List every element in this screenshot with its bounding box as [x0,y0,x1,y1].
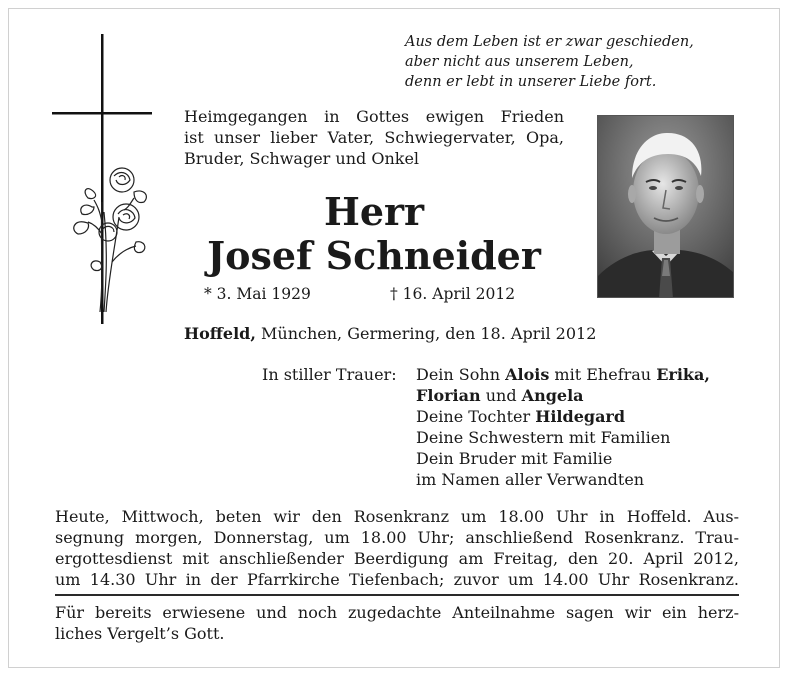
deceased-name: Josef Schneider [207,233,541,278]
mourners-label: In stiller Trauer: [262,365,397,384]
portrait-photo [597,115,734,298]
thanks-line: liches Vergelt’s Gott. [55,624,225,643]
intro-line: ist unser lieber Vater, Schwiegervater, Opa, [184,128,564,147]
birth-date: * 3. Mai 1929 [204,285,311,303]
service-announcement [55,506,739,590]
poem-line: Aus dem Leben ist er zwar geschieden, [405,34,694,50]
intro-line: Bruder, Schwager und Onkel [184,149,420,168]
place-date [184,324,596,343]
intro-line: Heimgegangen in Gottes ewigen Frieden [184,107,564,126]
mourner-line: Deine Tochter Hildegard [416,407,626,426]
place-rest: München, Germering, den 18. April 2012 [255,324,597,343]
announcement-line: ergottesdienst mit anschließender Beerdigung am Freitag, den 20. April 2012, [55,549,739,568]
mourners-list [416,364,746,490]
mourner-line: im Namen aller Verwandten [416,470,645,489]
thanks-line: Für bereits erwiesene und noch zugedachte Anteilnahme sagen wir ein herz- [55,603,739,622]
poem-line: aber nicht aus unserem Leben, [405,54,634,70]
mourner-line: Dein Sohn Alois mit Ehefrau Erika, [416,365,710,384]
roses-icon [64,162,154,322]
intro-text [184,106,564,169]
salutation: Herr [323,189,425,234]
mourner-line: Deine Schwestern mit Familien [416,428,671,447]
announcement-line: Heute, Mittwoch, beten wir den Rosenkranz um 18.00 Uhr in Hoffeld. Aus- [55,507,739,526]
divider-rule [55,594,739,596]
announcement-line: segnung morgen, Donnerstag, um 18.00 Uhr; anschließend Rosenkranz. Trau- [55,528,739,547]
thanks-text [55,602,739,644]
announcement-line: um 14.30 Uhr in der Pfarrkirche Tiefenbach; zuvor um 14.00 Uhr Rosenkranz. [55,570,739,589]
mourner-line: Florian und Angela [416,386,584,405]
death-date: † 16. April 2012 [390,285,516,303]
poem-line: denn er lebt in unserer Liebe fort. [405,74,657,90]
poem-quote [405,32,740,92]
place-town: Hoffeld, [184,324,256,343]
mourner-line: Dein Bruder mit Familie [416,449,613,468]
